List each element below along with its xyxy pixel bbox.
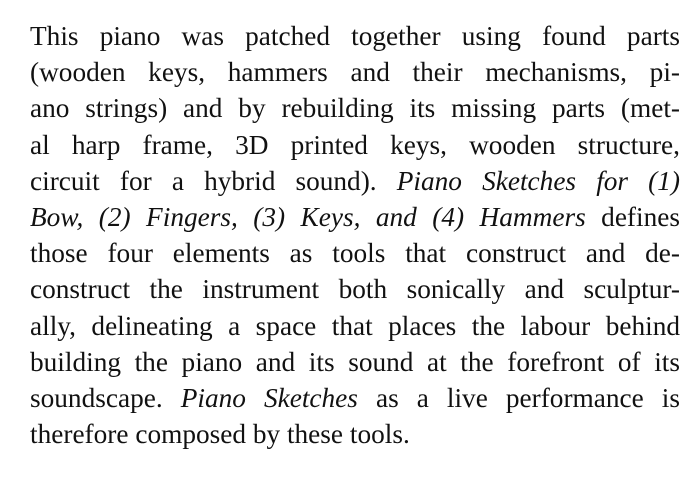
- text-segment: defines: [585, 201, 680, 232]
- text-line: [30, 199, 680, 235]
- text-line: [30, 344, 680, 380]
- text-line: [30, 163, 680, 199]
- italic-text: Piano Sketches for (1): [396, 165, 681, 196]
- text-segment: circuit for a hybrid sound).: [30, 165, 397, 196]
- text-segment: ally, delineating a space that places the labour behind: [30, 310, 680, 341]
- text-segment: soundscape.: [30, 382, 181, 413]
- text-segment: therefore composed by these tools.: [30, 419, 410, 450]
- text-segment: those four elements as tools that construct and de-: [30, 238, 680, 269]
- text-paragraph: [30, 18, 680, 452]
- text-line: [30, 54, 680, 90]
- text-line: [30, 90, 680, 126]
- text-line: [30, 127, 680, 163]
- text-line: [30, 18, 680, 54]
- italic-text: Bow, (2) Fingers, (3) Keys, and (4) Hammers: [30, 201, 586, 232]
- text-line: [30, 416, 680, 452]
- text-segment: (wooden keys, hammers and their mechanisms, pi-: [30, 57, 680, 88]
- text-line: [30, 271, 680, 307]
- text-segment: construct the instrument both sonically and sculptur-: [30, 274, 680, 305]
- text-line: [30, 380, 680, 416]
- text-line: [30, 235, 680, 271]
- text-segment: al harp frame, 3D printed keys, wooden structure,: [30, 129, 680, 160]
- text-segment: ano strings) and by rebuilding its missing parts (met-: [30, 93, 680, 124]
- italic-text: Piano Sketches: [180, 382, 358, 413]
- text-line: [30, 308, 680, 344]
- text-segment: building the piano and its sound at the forefront of its: [30, 346, 680, 377]
- text-segment: This piano was patched together using found parts: [30, 21, 680, 51]
- text-segment: as a live performance is: [357, 382, 681, 413]
